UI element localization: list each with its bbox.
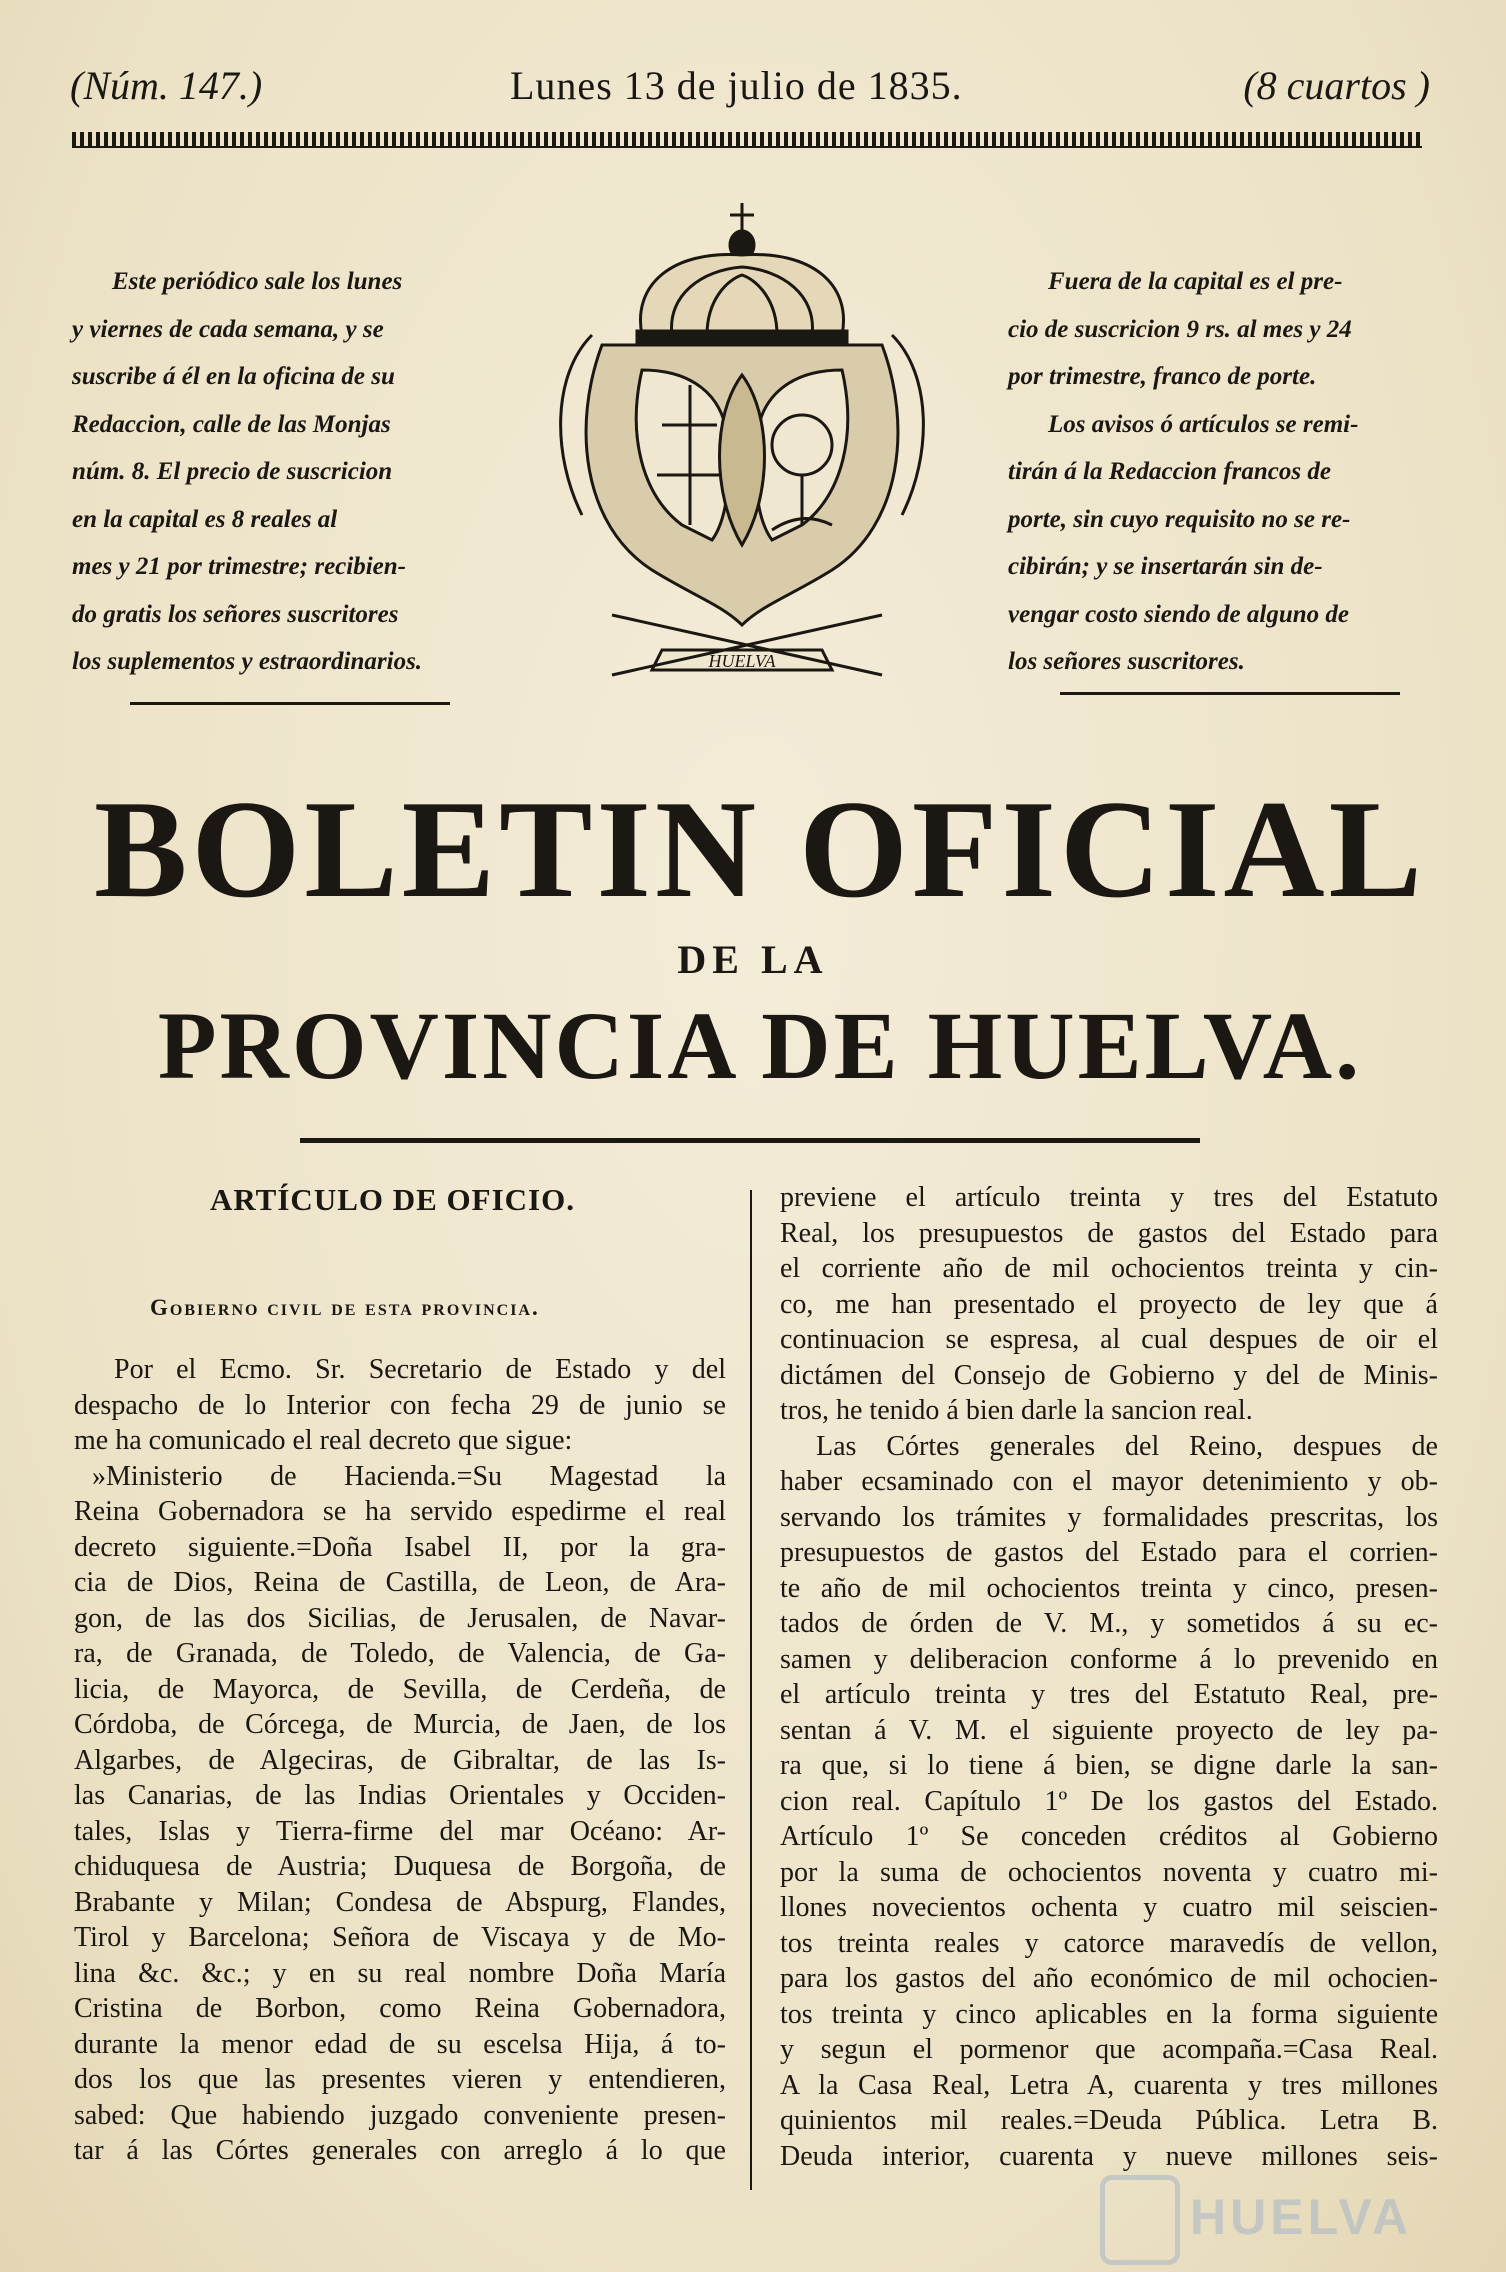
intro-right-rule <box>1060 692 1400 695</box>
intro-right-line: tirán á la Redaccion francos de <box>1008 458 1331 485</box>
article-line: decreto siguiente.=Doña Isabel II, por la gra- <box>74 1531 726 1563</box>
intro-right-line: los señores suscritores. <box>1008 648 1245 675</box>
dateline <box>70 62 1430 122</box>
issue-price: (8 cuartos ) <box>1243 63 1430 108</box>
top-ornamental-rule <box>72 132 1422 148</box>
article-line: Reina Gobernadora se ha servido espedirme el real <box>74 1496 726 1527</box>
article-line: licia, de Mayorca, de Sevilla, de Cerdeña, de <box>74 1673 726 1705</box>
article-line: servando los trámites y formalidades prescritas, los <box>780 1501 1438 1533</box>
article-line: me ha comunicado el real decreto que sigue: <box>74 1425 573 1456</box>
intro-left-line: Redaccion, calle de las Monjas <box>72 410 391 438</box>
intro-left-line: y viernes de cada semana, y se <box>72 315 384 343</box>
intro-right-line: Fuera de la capital es el pre- <box>1048 268 1343 295</box>
issue-number: (Núm. 147.) <box>70 63 263 108</box>
intro-left-line: Este periódico sale los lunes <box>112 268 403 295</box>
article-line: para los gastos del año económico de mil ochocien- <box>780 1963 1438 1994</box>
crest-ribbon-text: HUELVA <box>708 651 776 671</box>
article-line: y segun el pormenor que acompaña.=Casa Real. <box>780 2034 1438 2065</box>
masthead-title: BOLETIN OFICIAL <box>94 772 1426 927</box>
article-line: Por el Ecmo. Sr. Secretario de Estado y del <box>114 1354 726 1385</box>
article-line: Algarbes, de Algeciras, de Gibraltar, de las Is- <box>74 1744 726 1776</box>
article-line: continuacion se espresa, al cual despues de oir el <box>780 1324 1438 1355</box>
intro-right-line: Los avisos ó artículos se remi- <box>1048 410 1359 438</box>
article-line: te año de mil ochocientos treinta y cinco, presen- <box>780 1572 1438 1604</box>
article-line: Tirol y Barcelona; Señora de Viscaya y de Mo- <box>74 1922 726 1953</box>
subscription-info-right <box>1008 258 1432 686</box>
intro-left-line: do gratis los señores suscritores <box>72 600 399 628</box>
intro-right-line: por trimestre, franco de porte. <box>1008 363 1317 390</box>
intro-left-rule <box>130 702 450 705</box>
issue-date: Lunes 13 de julio de 1835. <box>510 63 963 108</box>
article-column-left <box>74 1352 726 2169</box>
article-line: presupuestos de gastos del Estado para el corrien- <box>780 1537 1438 1568</box>
article-line: gon, de las dos Sicilias, de Jerusalen, de Navar- <box>74 1602 726 1634</box>
intro-left-line: en la capital es 8 reales al <box>72 505 338 533</box>
masthead-de-la: DE LA <box>677 937 829 982</box>
article-line: llones novecientos ochenta y cuatro mil seiscien- <box>780 1892 1438 1923</box>
article-line: haber ecsaminado con el mayor detenimiento y ob- <box>780 1466 1438 1497</box>
article-line: Las Córtes generales del Reino, despues de <box>816 1430 1438 1462</box>
watermark-logo-icon <box>1100 2175 1180 2265</box>
intro-right-line: vengar costo siendo de alguno de <box>1008 600 1349 628</box>
article-line: ra, de Granada, de Toledo, de Valencia, de Ga- <box>74 1638 726 1669</box>
article-line: sentan á V. M. el siguiente proyecto de ley pa- <box>780 1714 1438 1746</box>
article-line: chiduquesa de Austria; Duquesa de Borgoña, de <box>74 1851 726 1882</box>
intro-left-line: los suplementos y estraordinarios. <box>72 648 423 675</box>
article-line: Real, los presupuestos de gastos del Estado para <box>780 1217 1438 1249</box>
article-line: »Ministerio de Hacienda.=Su Magestad la <box>92 1460 726 1492</box>
article-line: co, me han presentado el proyecto de ley que á <box>780 1288 1438 1320</box>
article-line: las Canarias, de las Indias Orientales y Occiden- <box>74 1780 726 1811</box>
intro-left-line: suscribe á él en la oficina de su <box>72 363 395 390</box>
article-column-right <box>780 1180 1438 2174</box>
article-line: sabed: Que habiendo juzgado conveniente presen- <box>74 2099 726 2131</box>
article-line: tados de órden de V. M., y sometidos á su ec- <box>780 1608 1438 1639</box>
article-subheading: Gobierno civil de esta provincia. <box>150 1295 540 1320</box>
intro-left-line: mes y 21 por trimestre; recibien- <box>72 553 406 580</box>
article-line: Deuda interior, cuarenta y nueve millones seis- <box>780 2140 1438 2172</box>
article-line: Córdoba, de Córcega, de Murcia, de Jaen, de los <box>74 1709 726 1740</box>
article-line: tos treinta y cinco aplicables en la forma siguiente <box>780 1998 1438 2030</box>
article-line: lina &c. &c.; y en su real nombre Doña María <box>74 1957 726 1989</box>
article-line: tos treinta reales y catorce maravedís de vellon, <box>780 1927 1438 1959</box>
article-line: tros, he tenido á bien darle la sancion real. <box>780 1395 1253 1426</box>
article-line: Artículo 1º Se conceden créditos al Gobierno <box>780 1821 1438 1852</box>
intro-right-line: porte, sin cuyo requisito no se re- <box>1008 505 1351 533</box>
article-line: Cristina de Borbon, como Reina Gobernadora, <box>74 1993 726 2024</box>
intro-right-line: cio de suscricion 9 rs. al mes y 24 <box>1008 315 1352 343</box>
article-line: durante la menor edad de su escelsa Hija, á to- <box>74 2028 726 2060</box>
article-line: previene el artículo treinta y tres del Estatuto <box>780 1182 1438 1213</box>
article-line: Brabante y Milan; Condesa de Abspurg, Flandes, <box>74 1886 726 1918</box>
article-line: cia de Dios, Reina de Castilla, de Leon, de Ara- <box>74 1567 726 1598</box>
article-line: cion real. Capítulo 1º De los gastos del Estado. <box>780 1785 1438 1817</box>
article-line: quinientos mil reales.=Deuda Pública. Letra B. <box>780 2105 1438 2136</box>
article-line: tar á las Córtes generales con arreglo á lo que <box>74 2135 726 2166</box>
watermark-text: HUELVA <box>1190 2189 1413 2245</box>
masthead-province: PROVINCIA DE HUELVA. <box>157 992 1363 1099</box>
article-line: ra que, si lo tiene á bien, se digne darle la san- <box>780 1750 1438 1781</box>
article-line: dictámen del Consejo de Gobierno y del de Minis- <box>780 1359 1438 1391</box>
article-heading: ARTÍCULO DE OFICIO. <box>210 1182 575 1217</box>
article-line: dos los que las presentes vieren y entendieren, <box>74 2064 726 2095</box>
intro-right-line: cibirán; y se insertarán sin de- <box>1008 553 1323 580</box>
article-line: por la suma de ochocientos noventa y cuatro mi- <box>780 1856 1438 1888</box>
column-divider <box>750 1190 752 2190</box>
article-line: el artículo treinta y tres del Estatuto Real, pre- <box>780 1679 1438 1710</box>
coat-of-arms-icon <box>532 195 952 700</box>
intro-left-line: núm. 8. El precio de suscricion <box>72 458 393 485</box>
masthead-rule <box>300 1138 1200 1143</box>
article-line: A la Casa Real, Letra A, cuarenta y tres millones <box>780 2069 1438 2101</box>
article-line: tales, Islas y Tierra-firme del mar Océano: Ar- <box>74 1815 726 1847</box>
article-line: samen y deliberacion conforme á lo prevenido en <box>780 1643 1438 1675</box>
subscription-info-left <box>72 258 490 686</box>
article-line: despacho de lo Interior con fecha 29 de junio se <box>74 1389 726 1421</box>
article-line: el corriente año de mil ochocientos treinta y cin- <box>780 1253 1438 1284</box>
